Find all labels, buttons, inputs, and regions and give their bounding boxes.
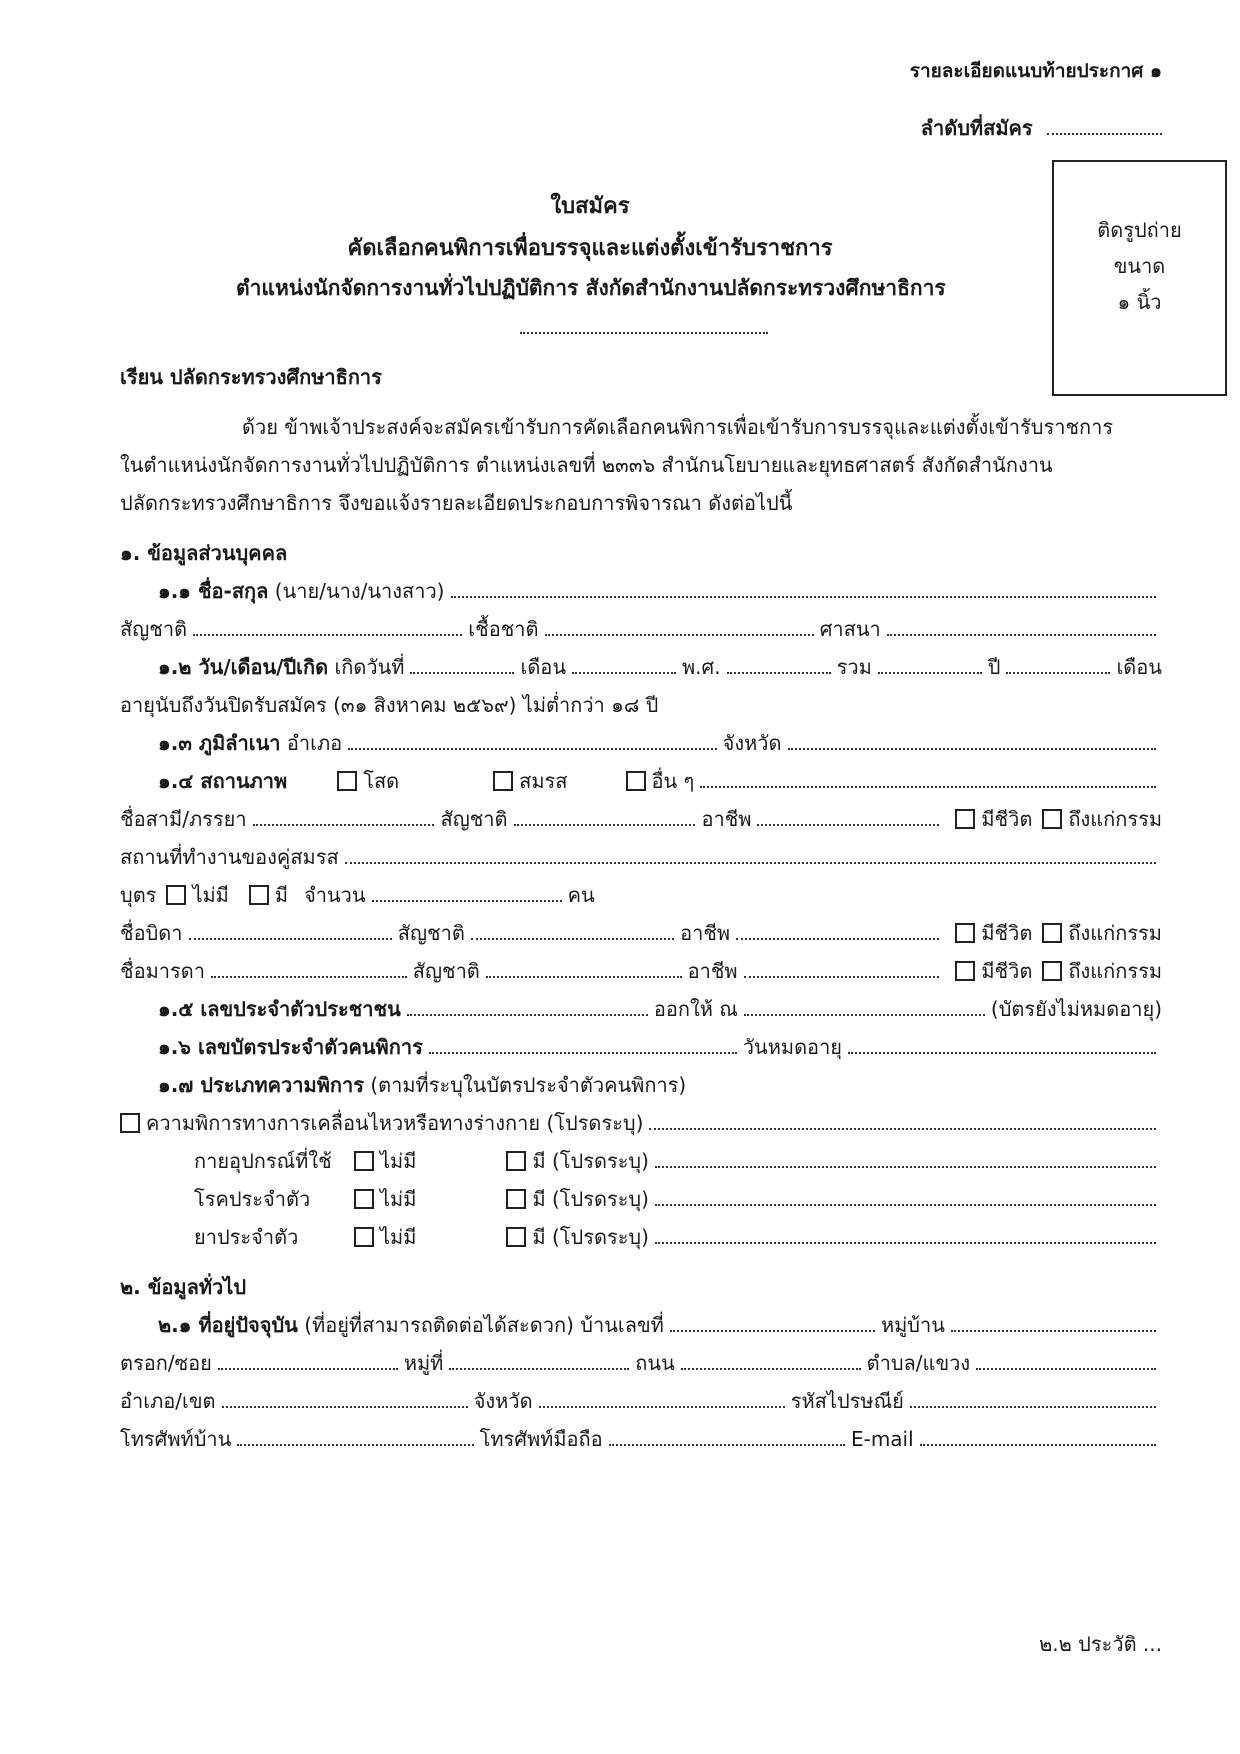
name-field[interactable] — [451, 578, 1157, 598]
medicine-have-label: มี (โปรดระบุ) — [532, 1225, 649, 1249]
disease-have-checkbox[interactable] — [506, 1189, 526, 1209]
address-row-3 — [120, 1386, 1162, 1416]
mobility-label: ความพิการทางการเคลื่อนไหวหรือทางร่างกาย (โปรดระบุ) — [146, 1111, 644, 1135]
domicile-row — [120, 728, 1162, 758]
disability-expiry-field[interactable] — [848, 1034, 1156, 1054]
other-status-field[interactable] — [700, 768, 1156, 788]
children-none-checkbox[interactable] — [166, 885, 186, 905]
district-label: อำเภอ/เขต — [120, 1389, 216, 1413]
spouse-work-row — [120, 842, 1162, 872]
single-label: โสด — [363, 769, 400, 793]
attachment-note: รายละเอียดแนบท้ายประกาศ ๑ — [909, 60, 1162, 82]
father-nationality-label: สัญชาติ — [397, 921, 465, 945]
age-months-field[interactable] — [1006, 654, 1110, 674]
disability-type-row — [120, 1070, 1162, 1100]
disability-card-field[interactable] — [429, 1034, 737, 1054]
id-card-row — [120, 994, 1162, 1024]
father-alive-label: มีชีวิต — [981, 921, 1033, 945]
subdistrict-field[interactable] — [976, 1350, 1156, 1370]
birth-label: ๑.๒ วัน/เดือน/ปีเกิด — [158, 655, 329, 679]
mobile-field[interactable] — [609, 1426, 845, 1446]
domicile-label: ๑.๓ ภูมิลำเนา — [158, 731, 281, 755]
alley-field[interactable] — [218, 1350, 398, 1370]
photo-box-line3: ๑ นิ้ว — [1117, 290, 1162, 314]
disease-none-checkbox[interactable] — [354, 1189, 374, 1209]
domicile-district-field[interactable] — [348, 730, 716, 750]
form-subtitle: คัดเลือกคนพิการเพื่อบรรจุและแต่งตั้งเข้ารับราชการ — [347, 236, 833, 261]
subdistrict-label: ตำบล/แขวง — [866, 1351, 971, 1375]
children-count-field[interactable] — [372, 882, 562, 902]
spouse-row — [120, 804, 1162, 834]
birth-month-field[interactable] — [572, 654, 676, 674]
spouse-alive-checkbox[interactable] — [955, 809, 975, 829]
disease-row — [120, 1184, 1162, 1214]
disability-card-label: ๑.๖ เลขบัตรประจำตัวคนพิการ — [158, 1035, 423, 1059]
mobility-field[interactable] — [649, 1110, 1156, 1130]
mother-alive-checkbox[interactable] — [955, 961, 975, 981]
road-label: ถนน — [635, 1351, 675, 1375]
home-phone-field[interactable] — [237, 1426, 473, 1446]
married-checkbox[interactable] — [493, 771, 513, 791]
medicine-none-label: ไม่มี — [380, 1225, 417, 1249]
mother-occupation-label: อาชีพ — [687, 959, 738, 983]
domicile-province-label: จังหวัด — [722, 731, 782, 755]
mother-alive-label: มีชีวิต — [981, 959, 1033, 983]
age-total-label: รวม — [836, 655, 872, 679]
medicine-none-checkbox[interactable] — [354, 1227, 374, 1247]
district-field[interactable] — [222, 1388, 468, 1408]
children-have-label: มี — [274, 883, 289, 907]
mobility-checkbox[interactable] — [120, 1113, 140, 1133]
spouse-deceased-checkbox[interactable] — [1042, 809, 1062, 829]
father-alive-checkbox[interactable] — [955, 923, 975, 943]
father-occupation-label: อาชีพ — [680, 921, 731, 945]
id-card-label: ๑.๕ เลขประจำตัวประชาชน — [158, 997, 401, 1021]
equipment-label: กายอุปกรณ์ที่ใช้ — [194, 1149, 332, 1173]
race-field[interactable] — [545, 616, 814, 636]
religion-label: ศาสนา — [819, 617, 881, 641]
disease-field[interactable] — [655, 1186, 1156, 1206]
road-field[interactable] — [681, 1350, 861, 1370]
postal-label: รหัสไปรษณีย์ — [790, 1389, 904, 1413]
birth-day-field[interactable] — [410, 654, 514, 674]
salutation: เรียน ปลัดกระทรวงศึกษาธิการ — [120, 365, 382, 389]
applicant-number-field[interactable] — [1047, 119, 1162, 135]
address-label: ๒.๑ ที่อยู่ปัจจุบัน — [158, 1313, 298, 1337]
medicine-have-checkbox[interactable] — [506, 1227, 526, 1247]
birth-year-label: พ.ศ. — [682, 655, 721, 679]
children-row — [120, 880, 1162, 910]
province-field[interactable] — [539, 1388, 785, 1408]
age-months-label: เดือน — [1116, 655, 1162, 679]
marital-status-row — [120, 766, 1162, 796]
postal-field[interactable] — [910, 1388, 1156, 1408]
email-label: E-mail — [850, 1427, 914, 1451]
spouse-occupation-field[interactable] — [757, 806, 939, 826]
medicine-label: ยาประจำตัว — [194, 1225, 299, 1249]
nationality-field[interactable] — [193, 616, 462, 636]
title-blank-field[interactable] — [520, 318, 768, 334]
mobile-label: โทรศัพท์มือถือ — [479, 1427, 603, 1451]
disability-card-row — [120, 1032, 1162, 1062]
applicant-number-label: ลำดับที่สมัคร — [920, 116, 1033, 140]
married-label: สมรส — [519, 769, 568, 793]
marital-status-label: ๑.๔ สถานภาพ — [158, 769, 288, 793]
children-have-checkbox[interactable] — [249, 885, 269, 905]
age-years-field[interactable] — [878, 654, 982, 674]
next-page-note: ๒.๒ ประวัติ ... — [1039, 1632, 1162, 1656]
photo-box-line2: ขนาด — [1113, 254, 1166, 278]
id-issued-label: ออกให้ ณ — [653, 997, 738, 1021]
father-occupation-field[interactable] — [736, 920, 939, 940]
mother-deceased-label: ถึงแก่กรรม — [1068, 959, 1162, 983]
father-row — [120, 918, 1162, 948]
father-deceased-label: ถึงแก่กรรม — [1068, 921, 1162, 945]
medicine-row — [120, 1222, 1162, 1252]
disease-have-label: มี (โปรดระบุ) — [532, 1187, 649, 1211]
id-issued-field[interactable] — [744, 996, 985, 1016]
spouse-alive-label: มีชีวิต — [981, 807, 1033, 831]
race-label: เชื้อชาติ — [468, 617, 539, 641]
address-row-2 — [120, 1348, 1162, 1378]
children-count-label: จำนวน — [304, 883, 366, 907]
nationality-row — [120, 614, 1162, 644]
birth-month-label: เดือน — [520, 655, 566, 679]
form-title: ใบสมัคร — [550, 194, 630, 219]
applicant-number — [921, 112, 1162, 144]
disability-type-label: ๑.๗ ประเภทความพิการ — [158, 1073, 364, 1097]
single-checkbox[interactable] — [337, 771, 357, 791]
photo-box — [1052, 160, 1227, 396]
intro-line-2: ในตำแหน่งนักจัดการงานทั่วไปปฏิบัติการ ตำแหน่งเลขที่ ๒๓๓๖ สำนักนโยบายและยุทธศาสตร์ สังกัดสำนักงาน — [120, 453, 1053, 477]
mother-name-field[interactable] — [211, 958, 407, 978]
name-row — [120, 576, 1162, 606]
section2-heading: ๒. ข้อมูลทั่วไป — [120, 1275, 247, 1299]
spouse-name-field[interactable] — [253, 806, 435, 826]
birth-day-label: เกิดวันที่ — [334, 655, 405, 679]
spouse-nationality-label: สัญชาติ — [440, 807, 508, 831]
name-title-options: (นาย/นาง/นางสาว) — [274, 579, 445, 603]
mother-deceased-checkbox[interactable] — [1042, 961, 1062, 981]
father-name-label: ชื่อบิดา — [120, 921, 183, 945]
children-label: บุตร — [120, 883, 157, 907]
village-field[interactable] — [951, 1312, 1156, 1332]
equipment-have-checkbox[interactable] — [506, 1151, 526, 1171]
spouse-work-label: สถานที่ทำงานของคู่สมรส — [120, 845, 339, 869]
father-name-field[interactable] — [189, 920, 392, 940]
domicile-province-field[interactable] — [788, 730, 1156, 750]
children-unit-label: คน — [567, 883, 595, 907]
other-status-checkbox[interactable] — [626, 771, 646, 791]
equipment-have-label: มี (โปรดระบุ) — [532, 1149, 649, 1173]
mobility-row — [120, 1108, 1162, 1138]
mother-occupation-field[interactable] — [744, 958, 940, 978]
address-note: (ที่อยู่ที่สามารถติดต่อได้สะดวก) — [304, 1313, 574, 1337]
age-note: อายุนับถึงวันปิดรับสมัคร (๓๑ สิงหาคม ๒๕๖๙) ไม่ต่ำกว่า ๑๘ ปี — [120, 693, 659, 717]
spouse-deceased-label: ถึงแก่กรรม — [1068, 807, 1162, 831]
contact-row — [120, 1424, 1162, 1454]
intro-line-1: ด้วย ข้าพเจ้าประสงค์จะสมัครเข้ารับการคัดเลือกคนพิการเพื่อเข้ารับการบรรจุและแต่งตั้งเข้ารับราชการ — [242, 415, 1114, 439]
id-card-note: (บัตรยังไม่หมดอายุ) — [990, 997, 1162, 1021]
id-card-field[interactable] — [407, 996, 648, 1016]
domicile-district-label: อำเภอ — [286, 731, 343, 755]
email-field[interactable] — [920, 1426, 1156, 1446]
address-row — [120, 1310, 1162, 1340]
equipment-field[interactable] — [655, 1148, 1156, 1168]
equipment-row — [120, 1146, 1162, 1176]
spouse-occupation-label: อาชีพ — [701, 807, 752, 831]
mother-nationality-label: สัญชาติ — [412, 959, 480, 983]
age-years-label: ปี — [987, 655, 1001, 679]
father-deceased-checkbox[interactable] — [1042, 923, 1062, 943]
village-label: หมู่บ้าน — [880, 1313, 945, 1337]
intro-line-3: ปลัดกระทรวงศึกษาธิการ จึงขอแจ้งรายละเอียดประกอบการพิจารณา ดังต่อไปนี้ — [120, 491, 793, 515]
alley-label: ตรอก/ซอย — [120, 1351, 212, 1375]
medicine-field[interactable] — [655, 1224, 1156, 1244]
moo-label: หมู่ที่ — [403, 1351, 444, 1375]
section1-heading: ๑. ข้อมูลส่วนบุคคล — [120, 541, 288, 565]
father-nationality-field[interactable] — [471, 920, 674, 940]
birth-year-field[interactable] — [727, 654, 831, 674]
nationality-label: สัญชาติ — [120, 617, 188, 641]
equipment-none-checkbox[interactable] — [354, 1151, 374, 1171]
home-phone-label: โทรศัพท์บ้าน — [120, 1427, 232, 1451]
moo-field[interactable] — [449, 1350, 629, 1370]
province-label: จังหวัด — [473, 1389, 533, 1413]
disease-label: โรคประจำตัว — [194, 1187, 311, 1211]
equipment-none-label: ไม่มี — [380, 1149, 417, 1173]
spouse-nationality-field[interactable] — [514, 806, 696, 826]
other-status-label: อื่น ๆ — [651, 769, 695, 793]
photo-box-line1: ติดรูปถ่าย — [1097, 218, 1182, 242]
children-none-label: ไม่มี — [192, 883, 229, 907]
religion-field[interactable] — [887, 616, 1156, 636]
form-position-line: ตำแหน่งนักจัดการงานทั่วไปปฏิบัติการ สังกัดสำนักงานปลัดกระทรวงศึกษาธิการ — [236, 276, 946, 300]
spouse-work-field[interactable] — [345, 844, 1156, 864]
disability-type-note: (ตามที่ระบุในบัตรประจำตัวคนพิการ) — [370, 1073, 687, 1097]
disability-expiry-label: วันหมดอายุ — [742, 1035, 843, 1059]
mother-name-label: ชื่อมารดา — [120, 959, 205, 983]
house-no-field[interactable] — [670, 1312, 875, 1332]
name-label: ๑.๑ ชื่อ-สกุล — [158, 579, 269, 603]
disease-none-label: ไม่มี — [380, 1187, 417, 1211]
mother-nationality-field[interactable] — [486, 958, 682, 978]
mother-row — [120, 956, 1162, 986]
birth-row — [120, 652, 1162, 682]
house-no-label: บ้านเลขที่ — [580, 1313, 664, 1337]
spouse-name-label: ชื่อสามี/ภรรยา — [120, 807, 247, 831]
